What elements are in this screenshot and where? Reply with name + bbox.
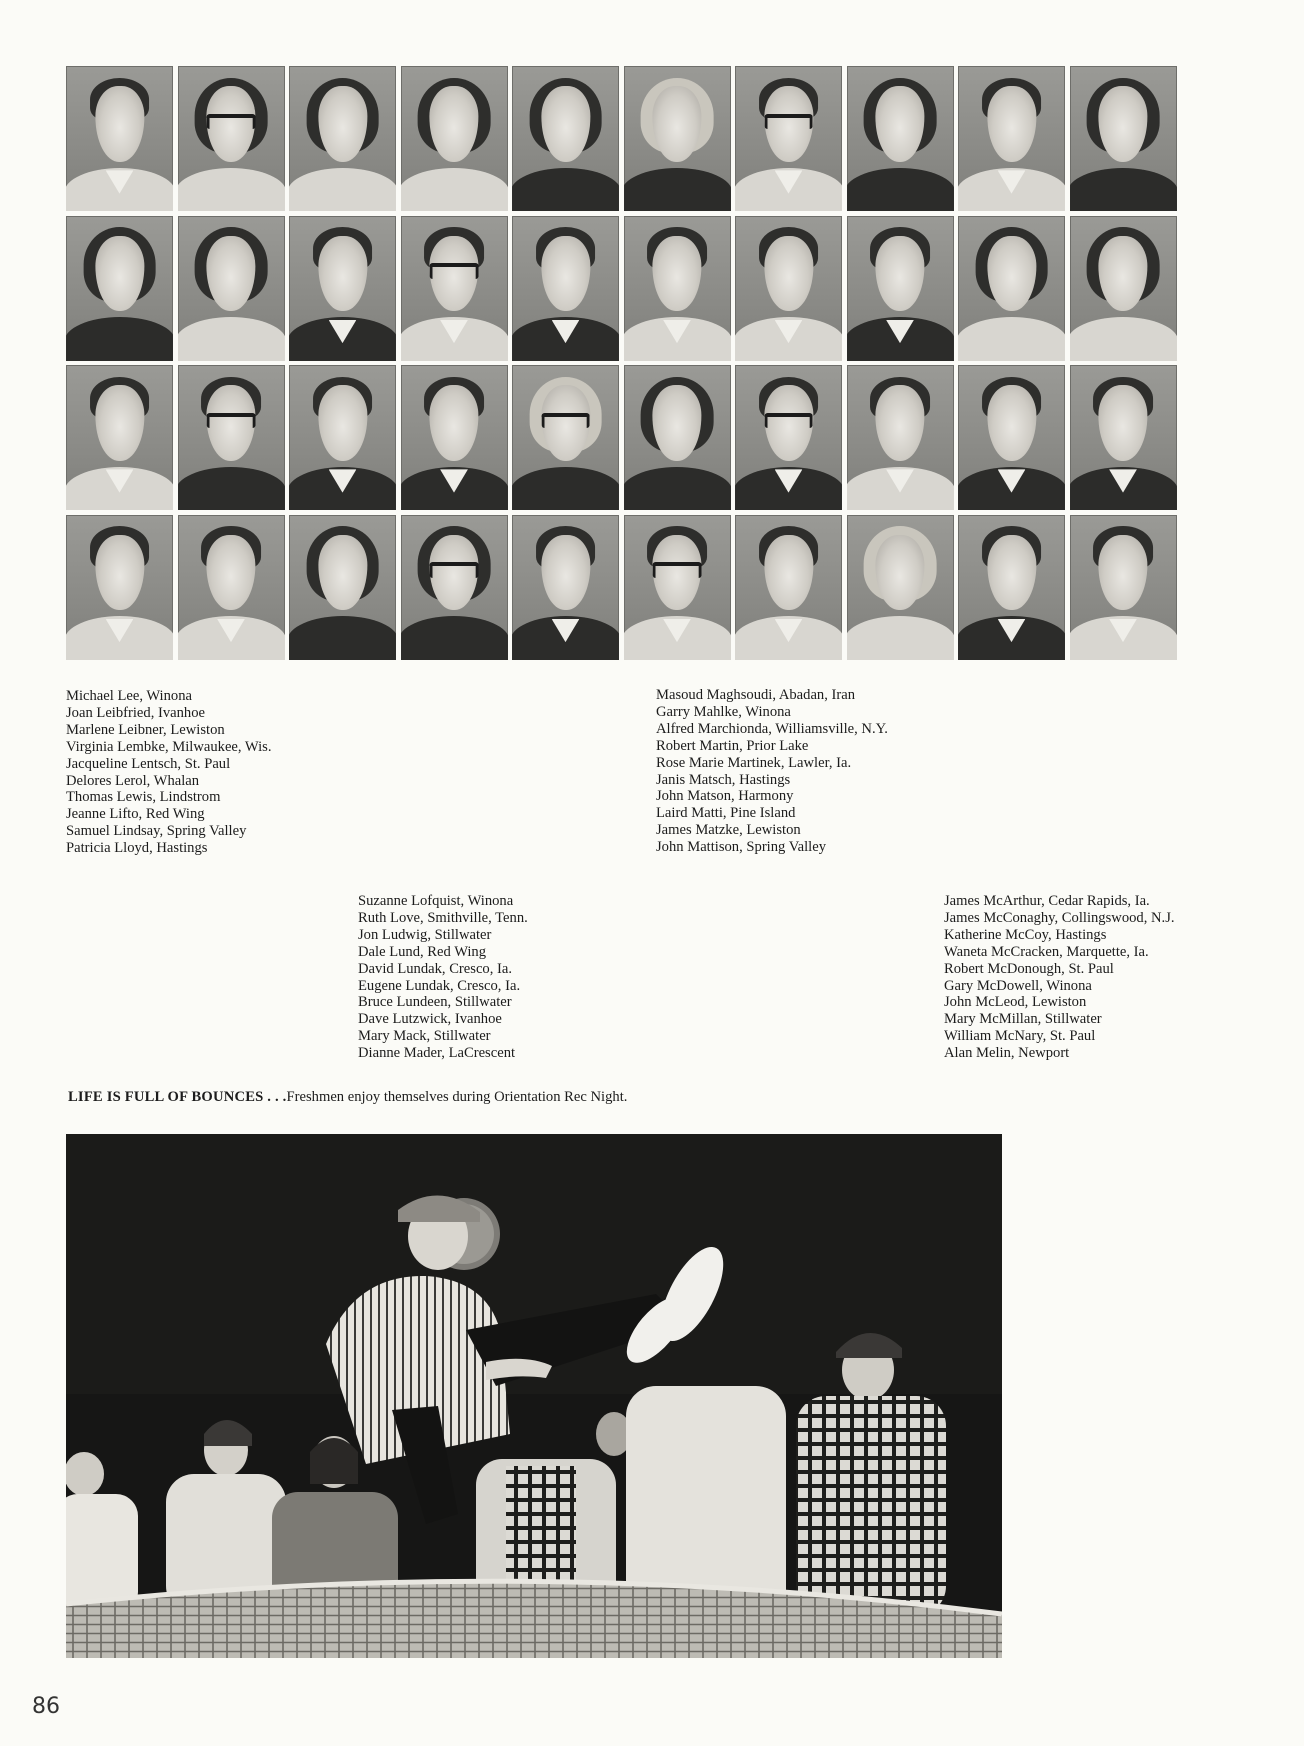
page-number: 86 — [32, 1694, 60, 1719]
portrait-delores-lerol — [624, 66, 731, 211]
portrait-dave-lutzwick — [847, 216, 954, 361]
name-entry: Jacqueline Lentsch, St. Paul — [66, 755, 231, 772]
name-entry: Garry Mahlke, Winona — [656, 703, 791, 720]
trampoline-photo — [66, 1134, 1002, 1658]
name-entry: Rose Marie Martinek, Lawler, Ia. — [656, 754, 852, 771]
name-entry: Marlene Leibner, Lewiston — [66, 721, 225, 738]
portrait-alan-melin — [1070, 515, 1177, 660]
portrait-grid — [66, 66, 1177, 660]
portrait-garry-mahlke — [178, 365, 285, 510]
caption-text: Freshmen enjoy themselves during Orientation Rec Night. — [286, 1089, 628, 1105]
name-entry: Michael Lee, Winona — [66, 688, 192, 704]
photo-caption — [68, 1089, 627, 1106]
trampoline-scene — [66, 1134, 1002, 1658]
portrait-alfred-marchionda — [289, 365, 396, 510]
portrait-virginia-lembke — [401, 66, 508, 211]
portrait-dale-lund — [401, 216, 508, 361]
name-entry: Dale Lund, Red Wing — [358, 943, 487, 960]
name-list-row-1 — [66, 688, 272, 857]
portrait-jacqueline-lentsch — [512, 66, 619, 211]
name-entry: Dianne Mader, LaCrescent — [358, 1045, 516, 1062]
name-entry: John Matson, Harmony — [656, 788, 794, 805]
portrait-david-lundak — [512, 216, 619, 361]
portrait-william-mcnary — [958, 515, 1065, 660]
name-entry: David Lundak, Cresco, Ia. — [358, 960, 512, 977]
name-list-row-4 — [944, 893, 1175, 1062]
name-entry: Jeanne Lifto, Red Wing — [66, 806, 205, 823]
portrait-john-matson — [735, 365, 842, 510]
portrait-mary-mack — [958, 216, 1065, 361]
portrait-john-mcleod — [735, 515, 842, 660]
portrait-marlene-leibner — [289, 66, 396, 211]
caption-title: LIFE IS FULL OF BOUNCES . . . — [68, 1089, 287, 1105]
portrait-katherine-mccoy — [289, 515, 396, 660]
portrait-patricia-lloyd — [1070, 66, 1177, 211]
portrait-waneta-mccracken — [401, 515, 508, 660]
name-list-row-2 — [358, 893, 528, 1062]
portrait-laird-matti — [847, 365, 954, 510]
portrait-robert-martin — [401, 365, 508, 510]
name-entry: Bruce Lundeen, Stillwater — [358, 994, 512, 1011]
portrait-james-mcarthur — [66, 515, 173, 660]
name-entry: Ruth Love, Smithville, Tenn. — [358, 909, 528, 926]
portrait-samuel-lindsay — [958, 66, 1065, 211]
name-entry: Virginia Lembke, Milwaukee, Wis. — [66, 738, 272, 755]
portrait-suzanne-lofquist — [66, 216, 173, 361]
name-entry: John McLeod, Lewiston — [944, 994, 1087, 1011]
name-entry: Alan Melin, Newport — [944, 1045, 1070, 1062]
portrait-thomas-lewis — [735, 66, 842, 211]
portrait-james-matzke — [958, 365, 1065, 510]
portrait-mary-mcmillan — [847, 515, 954, 660]
name-entry: Thomas Lewis, Lindstrom — [66, 789, 221, 806]
portrait-james-mcconaghy — [178, 515, 285, 660]
name-entry: Gary McDowell, Winona — [944, 977, 1092, 994]
portrait-masoud-maghsoudi — [66, 365, 173, 510]
portrait-dianne-mader — [1070, 216, 1177, 361]
name-entry: Dave Lutzwick, Ivanhoe — [358, 1011, 502, 1028]
name-entry: Laird Matti, Pine Island — [656, 805, 796, 822]
name-entry: Delores Lerol, Whalan — [66, 772, 200, 789]
portrait-eugene-lundak — [624, 216, 731, 361]
name-entry: Masoud Maghsoudi, Abadan, Iran — [656, 687, 856, 703]
name-entry: Alfred Marchionda, Williamsville, N.Y. — [656, 720, 888, 737]
portrait-gary-mcdowell — [624, 515, 731, 660]
portrait-janis-matsch — [624, 365, 731, 510]
portrait-joan-leibfried — [178, 66, 285, 211]
name-entry: Suzanne Lofquist, Winona — [358, 893, 514, 909]
portrait-bruce-lundeen — [735, 216, 842, 361]
portrait-ruth-love — [178, 216, 285, 361]
portrait-jeanne-lifto — [847, 66, 954, 211]
portrait-john-mattison — [1070, 365, 1177, 510]
name-entry: Katherine McCoy, Hastings — [944, 926, 1107, 943]
name-entry: Waneta McCracken, Marquette, Ia. — [944, 943, 1149, 960]
name-list-row-3 — [656, 687, 888, 856]
name-entry: John Mattison, Spring Valley — [656, 839, 826, 856]
name-entry: James McConaghy, Collingswood, N.J. — [944, 909, 1175, 926]
name-entry: Eugene Lundak, Cresco, Ia. — [358, 977, 521, 994]
name-entry: James Matzke, Lewiston — [656, 822, 801, 839]
portrait-robert-mcdonough — [512, 515, 619, 660]
name-entry: Jon Ludwig, Stillwater — [358, 926, 492, 943]
name-entry: Janis Matsch, Hastings — [656, 771, 791, 788]
name-entry: William McNary, St. Paul — [944, 1028, 1096, 1045]
name-entry: Robert McDonough, St. Paul — [944, 960, 1114, 977]
portrait-rose-marie-martinek — [512, 365, 619, 510]
name-entry: Samuel Lindsay, Spring Valley — [66, 823, 247, 840]
name-entry: Mary McMillan, Stillwater — [944, 1011, 1102, 1028]
name-entry: Mary Mack, Stillwater — [358, 1028, 491, 1045]
portrait-michael-lee — [66, 66, 173, 211]
name-entry: Robert Martin, Prior Lake — [656, 737, 809, 754]
name-entry: Patricia Lloyd, Hastings — [66, 840, 208, 857]
portrait-jon-ludwig — [289, 216, 396, 361]
name-entry: Joan Leibfried, Ivanhoe — [66, 704, 205, 721]
name-entry: James McArthur, Cedar Rapids, Ia. — [944, 893, 1150, 909]
